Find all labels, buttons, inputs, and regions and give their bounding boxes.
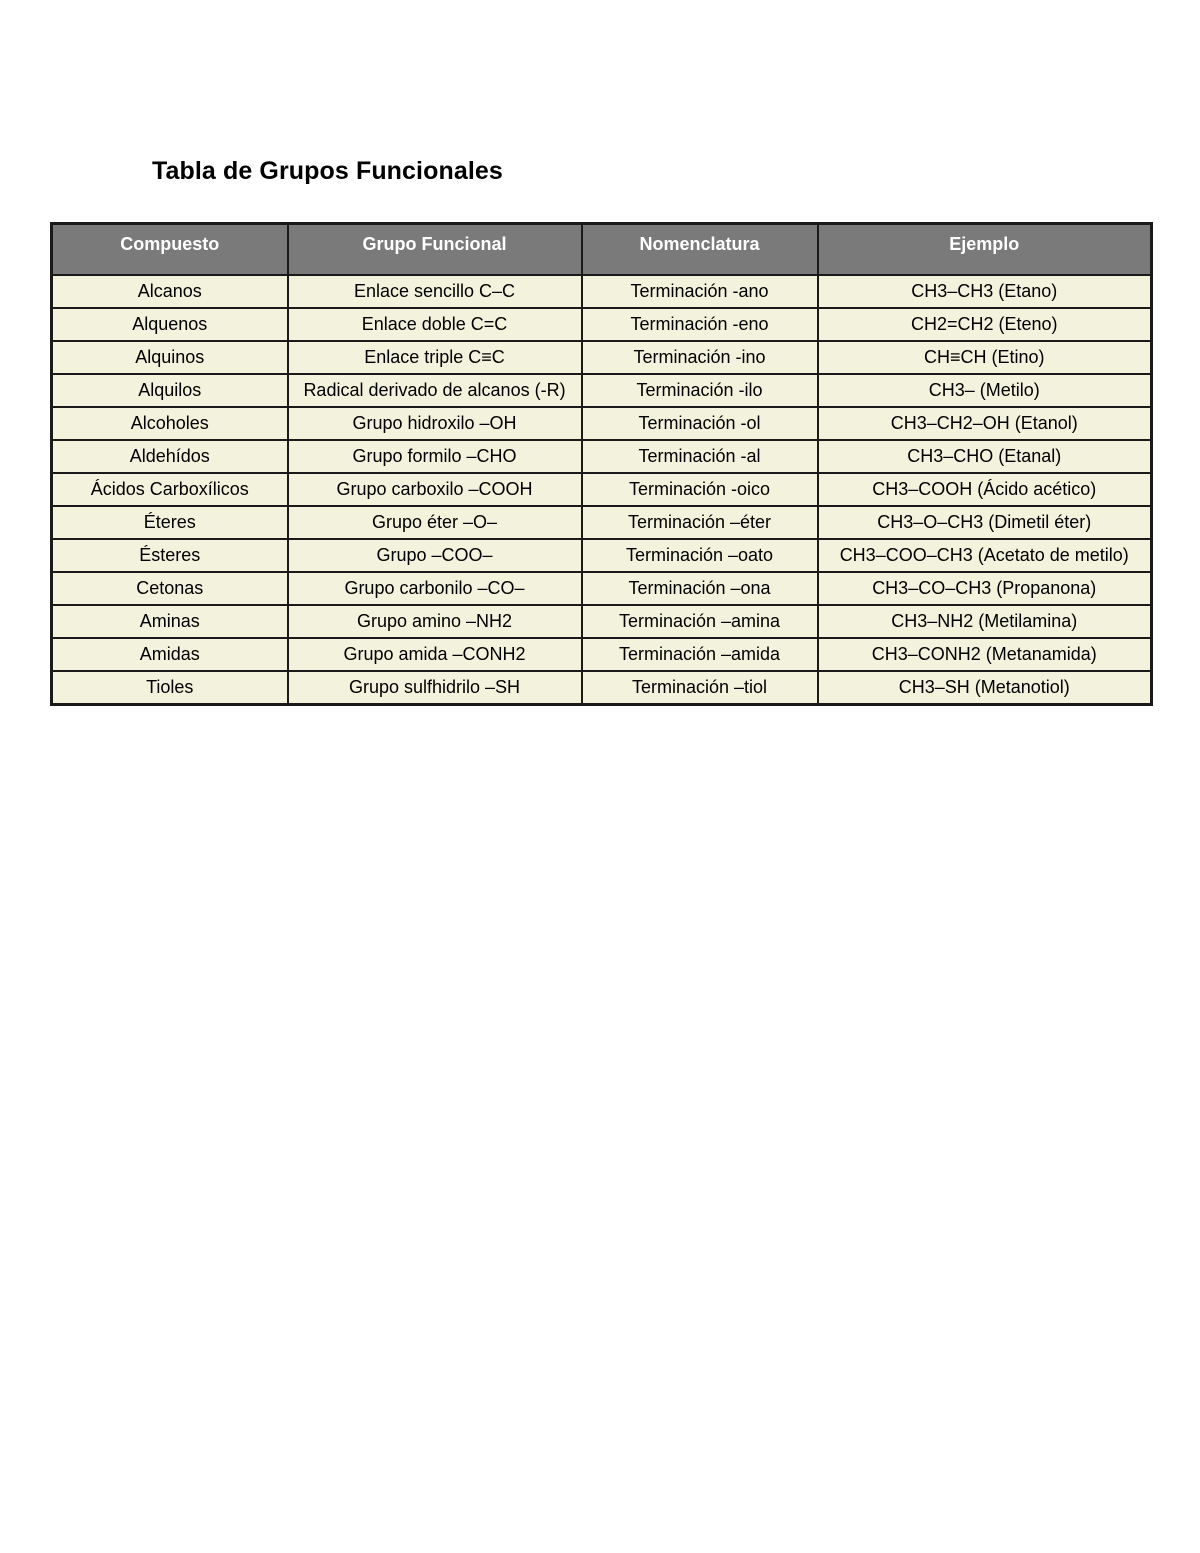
cell-compuesto: Alquilos — [52, 374, 288, 407]
cell-compuesto: Aldehídos — [52, 440, 288, 473]
cell-compuesto: Amidas — [52, 638, 288, 671]
cell-ejemplo: CH2=CH2 (Eteno) — [818, 308, 1152, 341]
cell-grupo-funcional: Grupo carbonilo –CO– — [288, 572, 582, 605]
header-ejemplo: Ejemplo — [818, 224, 1152, 275]
cell-compuesto: Alcoholes — [52, 407, 288, 440]
table-row — [52, 440, 1152, 473]
cell-grupo-funcional: Grupo amino –NH2 — [288, 605, 582, 638]
cell-nomenclatura: Terminación -ano — [582, 275, 818, 308]
cell-nomenclatura: Terminación -eno — [582, 308, 818, 341]
cell-nomenclatura: Terminación –amida — [582, 638, 818, 671]
cell-grupo-funcional: Grupo formilo –CHO — [288, 440, 582, 473]
cell-nomenclatura: Terminación –tiol — [582, 671, 818, 705]
cell-grupo-funcional: Radical derivado de alcanos (-R) — [288, 374, 582, 407]
table-row — [52, 374, 1152, 407]
cell-grupo-funcional: Grupo carboxilo –COOH — [288, 473, 582, 506]
table-row — [52, 506, 1152, 539]
table-row — [52, 308, 1152, 341]
cell-grupo-funcional: Grupo hidroxilo –OH — [288, 407, 582, 440]
table-row — [52, 407, 1152, 440]
cell-ejemplo: CH3–NH2 (Metilamina) — [818, 605, 1152, 638]
cell-grupo-funcional: Enlace doble C=C — [288, 308, 582, 341]
cell-ejemplo: CH3–COO–CH3 (Acetato de metilo) — [818, 539, 1152, 572]
cell-grupo-funcional: Grupo amida –CONH2 — [288, 638, 582, 671]
functional-groups-table-container — [50, 222, 1150, 706]
table-row — [52, 572, 1152, 605]
cell-grupo-funcional: Grupo sulfhidrilo –SH — [288, 671, 582, 705]
cell-compuesto: Alquenos — [52, 308, 288, 341]
functional-groups-table — [50, 222, 1153, 706]
table-row — [52, 473, 1152, 506]
cell-ejemplo: CH3–CO–CH3 (Propanona) — [818, 572, 1152, 605]
table-row — [52, 605, 1152, 638]
cell-nomenclatura: Terminación -al — [582, 440, 818, 473]
cell-ejemplo: CH3– (Metilo) — [818, 374, 1152, 407]
table-row — [52, 539, 1152, 572]
cell-compuesto: Éteres — [52, 506, 288, 539]
cell-compuesto: Alquinos — [52, 341, 288, 374]
cell-nomenclatura: Terminación –oato — [582, 539, 818, 572]
cell-grupo-funcional: Enlace triple C≡C — [288, 341, 582, 374]
cell-grupo-funcional: Enlace sencillo C–C — [288, 275, 582, 308]
cell-nomenclatura: Terminación -oico — [582, 473, 818, 506]
cell-nomenclatura: Terminación -ol — [582, 407, 818, 440]
header-compuesto: Compuesto — [52, 224, 288, 275]
cell-compuesto: Cetonas — [52, 572, 288, 605]
cell-ejemplo: CH3–CONH2 (Metanamida) — [818, 638, 1152, 671]
table-row — [52, 275, 1152, 308]
cell-compuesto: Ésteres — [52, 539, 288, 572]
cell-compuesto: Tioles — [52, 671, 288, 705]
page-title: Tabla de Grupos Funcionales — [152, 157, 503, 185]
cell-compuesto: Ácidos Carboxílicos — [52, 473, 288, 506]
table-row — [52, 671, 1152, 705]
cell-ejemplo: CH3–CH2–OH (Etanol) — [818, 407, 1152, 440]
cell-nomenclatura: Terminación -ino — [582, 341, 818, 374]
cell-ejemplo: CH3–COOH (Ácido acético) — [818, 473, 1152, 506]
cell-grupo-funcional: Grupo éter –O– — [288, 506, 582, 539]
cell-compuesto: Alcanos — [52, 275, 288, 308]
header-grupo-funcional: Grupo Funcional — [288, 224, 582, 275]
cell-grupo-funcional: Grupo –COO– — [288, 539, 582, 572]
cell-compuesto: Aminas — [52, 605, 288, 638]
cell-nomenclatura: Terminación –amina — [582, 605, 818, 638]
cell-ejemplo: CH3–CH3 (Etano) — [818, 275, 1152, 308]
cell-nomenclatura: Terminación -ilo — [582, 374, 818, 407]
cell-nomenclatura: Terminación –éter — [582, 506, 818, 539]
cell-ejemplo: CH3–O–CH3 (Dimetil éter) — [818, 506, 1152, 539]
table-header-row — [52, 224, 1152, 275]
cell-ejemplo: CH≡CH (Etino) — [818, 341, 1152, 374]
table-row — [52, 341, 1152, 374]
cell-ejemplo: CH3–CHO (Etanal) — [818, 440, 1152, 473]
header-nomenclatura: Nomenclatura — [582, 224, 818, 275]
table-row — [52, 638, 1152, 671]
cell-ejemplo: CH3–SH (Metanotiol) — [818, 671, 1152, 705]
cell-nomenclatura: Terminación –ona — [582, 572, 818, 605]
